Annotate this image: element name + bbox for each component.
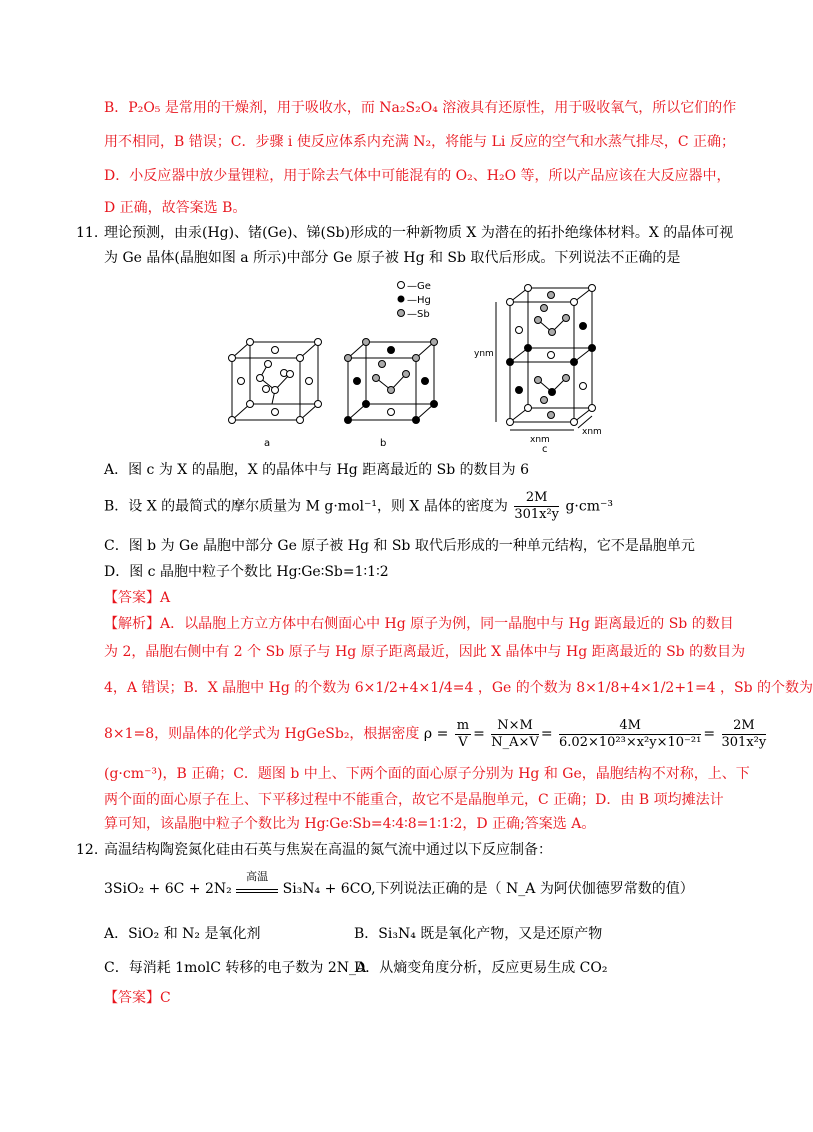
legend-ge: —Ge	[407, 281, 431, 292]
crystal-figure	[220, 278, 620, 454]
option-b: B．Si₃N₄ 既是氧化产物，又是还原产物	[354, 926, 603, 942]
fig-label-x: xnm	[582, 427, 602, 437]
explanation-line: D．小反应器中放少量锂粒，用于除去气体中可能混有的 O₂、H₂O 等，所以产品应该在大反应器中，	[104, 168, 731, 184]
question-stem: 高温结构陶瓷氮化硅由石英与焦炭在高温的氮气流中通过以下反应制备：	[104, 842, 552, 858]
question-stem: 为 Ge 晶体(晶胞如图 a 所示)中部分 Ge 原子被 Hg 和 Sb 取代后形成。下列说法不正确的是	[104, 250, 681, 266]
explanation-line: 8×1=8，则晶体的化学式为 HgGeSb₂，根据密度 ρ = $\frac{m}{V}$ = $\frac{N\times M}{N\_A\times V}$ = $\frac{4M}{\text{6.02×10²³×x²y×10⁻²¹}}$ = $\frac{2M}{\text{301x²y}}$	[104, 717, 767, 750]
option-b-unit: g·cm⁻³	[565, 498, 613, 515]
explanation-line: 用不相同，B 错误；C．步骤 i 使反应体系内充满 N₂，将能与 Li 反应的空气和水蒸气排尽，C 正确；	[104, 134, 735, 150]
condition-arrow: 高温	[236, 883, 278, 893]
question-stem: 理论预测，由汞(Hg)、锗(Ge)、锑(Sb)形成的一种新物质 X 为潜在的拓扑绝缘体材料。X 的晶体可视	[104, 225, 734, 241]
ge-count-formula: 8×1/8+4×1/2+1=4	[576, 680, 716, 696]
question-number: 11.	[76, 225, 99, 241]
option-b-text: B．设 X 的最简式的摩尔质量为 M g·mol⁻¹，则 X 晶体的密度为	[104, 498, 508, 515]
reaction-equation: 3SiO₂ + 6C + 2N₂ 高温 Si₃N₄ + 6CO,下列说法正确的是（ N_A 为阿伏伽德罗常数的值）	[104, 870, 694, 897]
option-c: C．图 b 为 Ge 晶胞中部分 Ge 原子被 Hg 和 Sb 取代后形成的一种单元结构，它不是晶胞单元	[104, 538, 695, 554]
legend-hg: —Hg	[407, 295, 431, 306]
explanation-line: 算可知，该晶胞中粒子个数比为 Hg∶Ge∶Sb=4∶4∶8=1∶1∶2，D 正确;答案选 A。	[104, 816, 596, 832]
fig-label-b: b	[380, 438, 387, 449]
legend-sb: —Sb	[407, 309, 430, 320]
answer: 【答案】C	[104, 990, 171, 1006]
question-number: 12.	[76, 842, 99, 858]
explanation-line: 两个面的面心原子在上、下平移过程中不能重合，故它不是晶胞单元，C 正确；D．由 B 项均摊法计	[104, 792, 724, 808]
option-c: C．每消耗 1molC 转移的电子数为 2N_A	[104, 960, 367, 976]
figure-legend	[398, 281, 431, 320]
fig-label-c: c	[542, 444, 548, 455]
option-d: D．从熵变角度分析，反应更易生成 CO₂	[354, 960, 608, 976]
option-a: A．SiO₂ 和 N₂ 是氧化剂	[104, 926, 261, 942]
fig-label-x: xnm	[530, 435, 550, 445]
explanation-line: 【解析】A．以晶胞上方立方体中右侧面心中 Hg 原子为例，同一晶胞中与 Hg 距离最近的 Sb 的数目	[104, 616, 734, 632]
avogadro-symbol: N_A	[505, 881, 536, 897]
explanation-line: B．P₂O₅ 是常用的干燥剂，用于吸收水，而 Na₂S₂O₄ 溶液具有还原性，用于吸收氧气，所以它们的作	[104, 100, 737, 116]
explanation-line: 4，A 错误；B．X 晶胞中 Hg 的个数为 6×1/2+4×1/4=4 ，Ge 的个数为 8×1/8+4×1/2+1=4 ，Sb 的个数为	[104, 680, 813, 696]
fig-label-a: a	[264, 438, 271, 449]
option-b	[104, 490, 613, 523]
density-fraction: $\frac{2M}{\text{301x²y}}$	[514, 490, 560, 522]
answer: 【答案】A	[104, 590, 171, 606]
explanation-line: (g·cm⁻³)，B 正确；C．题图 b 中上、下两个面的面心原子分别为 Hg 和 Ge，晶胞结构不对称，上、下	[104, 766, 750, 782]
explanation-line: D 正确，故答案选 B。	[104, 200, 247, 216]
option-a: A．图 c 为 X 的晶胞，X 的晶体中与 Hg 距离最近的 Sb 的数目为 6	[104, 462, 530, 478]
option-d: D．图 c 晶胞中粒子个数比 Hg∶Ge∶Sb=1∶1∶2	[104, 564, 389, 580]
fig-label-y: ynm	[474, 349, 494, 359]
explanation-line: 为 2，晶胞右侧中有 2 个 Sb 原子与 Hg 原子距离最近，因此 X 晶体中与 Hg 距离最近的 Sb 的数目为	[104, 644, 746, 660]
hg-count-formula: 6×1/2+4×1/4=4	[354, 680, 474, 696]
